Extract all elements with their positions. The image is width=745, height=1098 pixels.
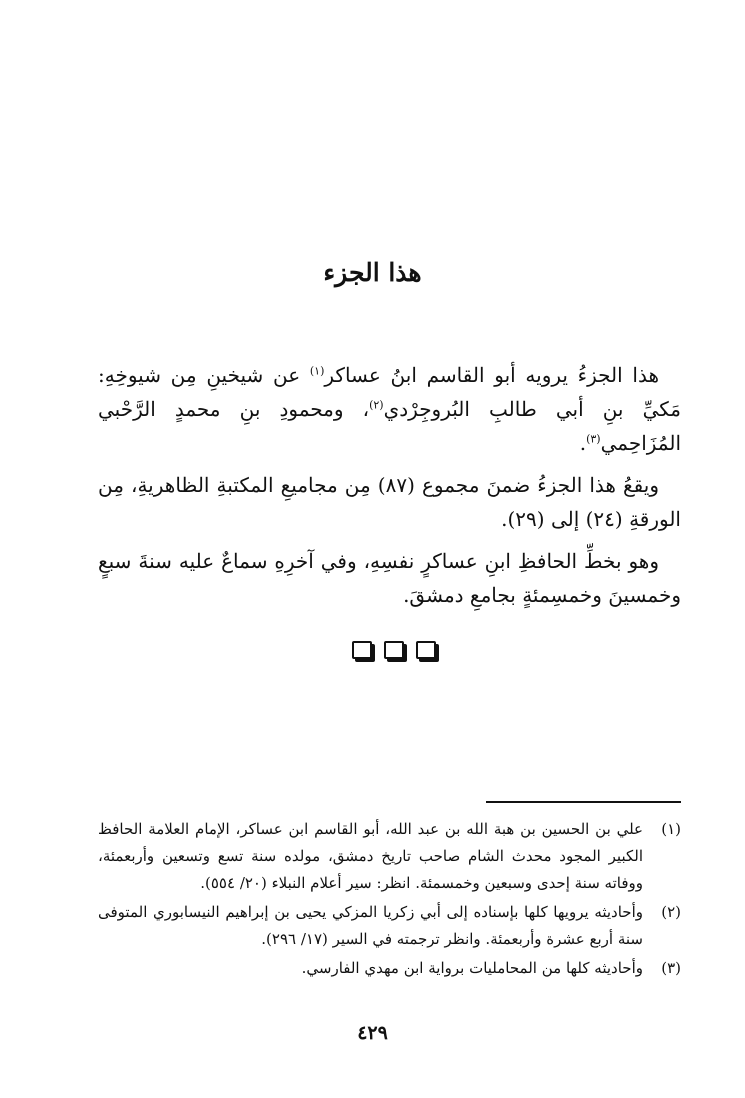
footnote-text: وأحاديثه كلها من المحامليات برواية ابن مهدي الفارسي. — [301, 959, 643, 977]
paragraph-2: ويقعُ هذا الجزءُ ضمنَ مجموع (٨٧) مِن مجاميعِ المكتبةِ الظاهريةِ، مِن الورقةِ (٢٤) إلى (٢٩). — [98, 473, 681, 531]
footnote-number: (٣) — [661, 959, 681, 977]
footnote-separator — [486, 801, 681, 803]
ornament-box-icon — [352, 641, 372, 659]
paragraph-1-part-2: عن شيخينِ مِن شيوخِهِ: مَكيِّ بنِ أبي طالبِ البُروجِرْدي — [98, 363, 681, 421]
footnote-text: علي بن الحسين بن هبة الله بن عبد الله، أبو القاسم ابن عساكر، الإمام العلامة الحافظ الكبير المجود محدث الشام صاحب تاريخ دمشق، مولده سنة تسع وتسعين وأربعمئة، ووفاته سنة إحدى وسبعين وخمسمئة. انظر: سير أعلام النبلاء (٢٠/ ٥٥٤). — [98, 820, 643, 892]
footnote-3 — [98, 955, 681, 982]
page-number: ٤٢٩ — [357, 1022, 388, 1044]
paragraph-1-part-3: ، ومحمودِ بنِ محمدٍ الرَّحْبي المُزَاحِمي — [98, 397, 681, 455]
main-text — [98, 358, 681, 620]
footnote-ref-1[interactable]: (١) — [309, 364, 325, 378]
footnote-text: وأحاديثه يرويها كلها بإسناده إلى أبي زكريا المزكي يحيى بن إبراهيم النيسابوري المتوفى سنة أربع عشرة وأربعمئة. وانظر ترجمته في السير (١٧/ ٢٩٦). — [98, 903, 643, 948]
footnote-ref-3[interactable]: (٣) — [586, 432, 601, 446]
footnote-ref-2[interactable]: (٢) — [369, 398, 384, 412]
footnote-1 — [98, 816, 681, 897]
section-title: هذا الجزء — [323, 258, 422, 287]
footnote-number: (١) — [661, 820, 681, 838]
footnote-2 — [98, 899, 681, 953]
footnote-number: (٢) — [661, 903, 681, 921]
ornament-box-icon — [384, 641, 404, 659]
section-divider-ornament — [352, 641, 436, 665]
paragraph-3: وهو بخطِّ الحافظِ ابنِ عساكرٍ نفسِهِ، وفي آخرِهِ سماعٌ عليه سنةَ سبعٍ وخمسينَ وخمسِمئةٍ بجامعِ دمشقَ. — [98, 549, 681, 607]
paragraph-1 — [98, 358, 681, 460]
paragraph-1-part-1: هذا الجزءُ يرويه أبو القاسم ابنُ عساكر — [324, 363, 659, 387]
ornament-box-icon — [416, 641, 436, 659]
paragraph-1-part-4: . — [579, 431, 587, 455]
footnotes — [98, 816, 681, 984]
